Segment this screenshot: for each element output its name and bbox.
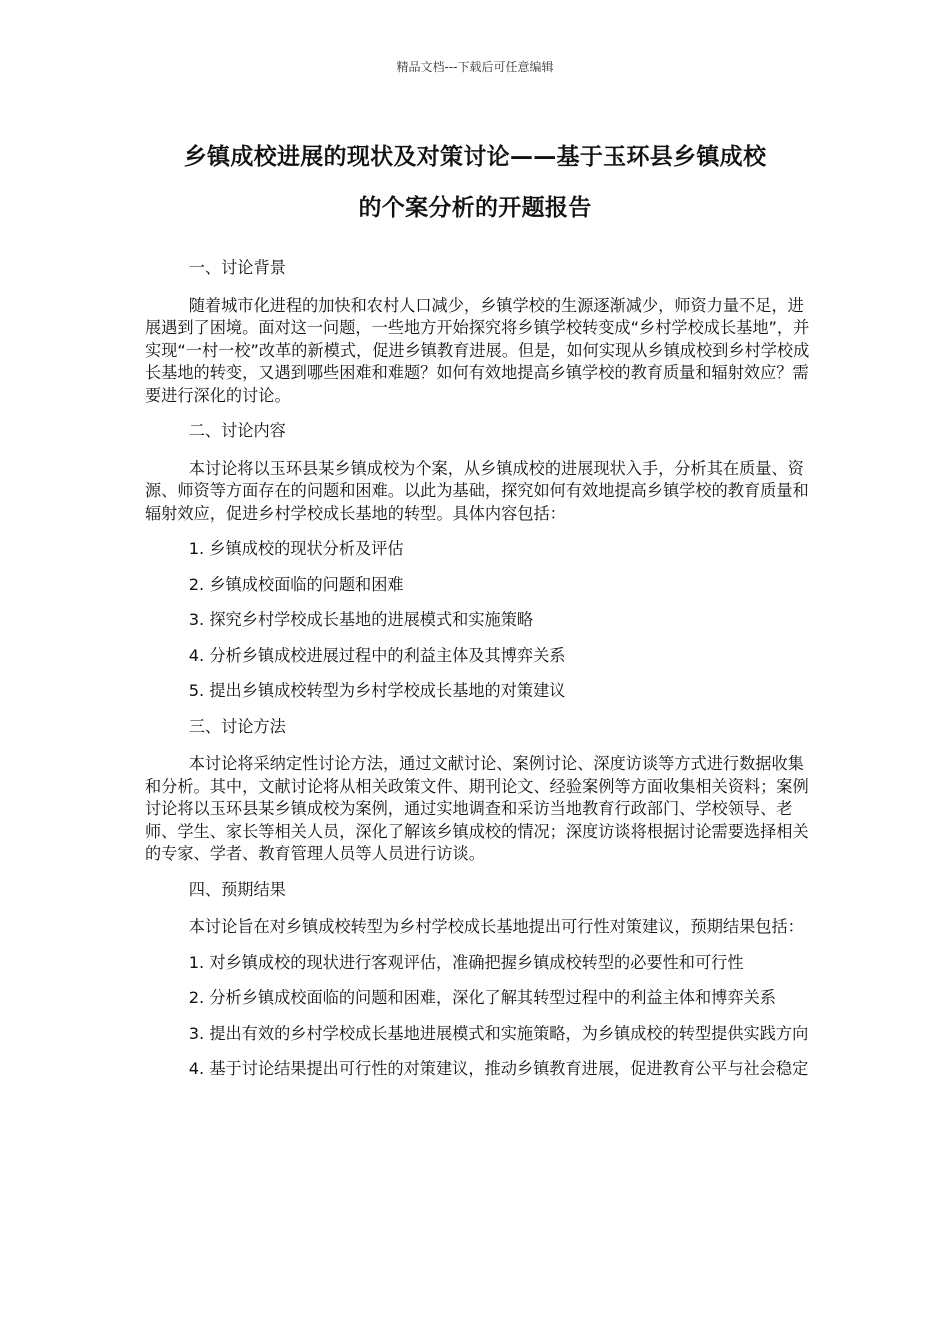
document-title-line-1: 乡镇成校进展的现状及对策讨论——基于玉环县乡镇成校	[183, 144, 767, 170]
list-item: 3. 探究乡村学校成长基地的进展模式和实施策略	[188, 610, 534, 629]
list-item: 1. 对乡镇成校的现状进行客观评估，准确把握乡镇成校转型的必要性和可行性	[188, 952, 744, 972]
list-item: 4. 分析乡镇成校进展过程中的利益主体及其博弈关系	[188, 645, 566, 665]
list-item: 5. 提出乡镇成校转型为乡村学校成长基地的对策建议	[188, 681, 566, 700]
paragraph-background: 随着城市化进程的加快和农村人口减少，乡镇学校的生源逐渐减少，师资力量不足，进展遇到了困境。面对这一问题，一些地方开始探究将乡镇学校转变成“乡村学校成长基地”，并实现“一村一校”改革的新模式，促进乡镇教育进展。但是，如何实现从乡镇成校到乡村学校成长基地的转变，又遇到哪些困难和难题？如何有效地提高乡镇学校的教育质量和辐射效应？需要进行深化的讨论。	[145, 295, 810, 405]
document-title-line-2: 的个案分析的开题报告	[358, 195, 592, 221]
section-heading-content: 二、讨论内容	[188, 421, 286, 440]
document-body	[145, 257, 810, 1081]
list-item: 3. 提出有效的乡村学校成长基地进展模式和实施策略，为乡镇成校的转型提供实践方向	[188, 1023, 809, 1043]
list-item: 1. 乡镇成校的现状分析及评估	[188, 539, 404, 558]
section-heading-expected-results: 四、预期结果	[188, 879, 286, 899]
paragraph-method: 本讨论将采纳定性讨论方法，通过文献讨论、案例讨论、深度访谈等方式进行数据收集和分析。其中，文献讨论将从相关政策文件、期刊论文、经验案例等方面收集相关资料；案例讨论将以玉环县某乡镇成校为案例，通过实地调查和采访当地教育行政部门、学校领导、老师、学生、家长等相关人员，深化了解该乡镇成校的情况；深度访谈将根据讨论需要选择相关的专家、学者、教育管理人员等人员进行访谈。	[145, 754, 809, 863]
list-item: 2. 分析乡镇成校面临的问题和困难，深化了解其转型过程中的利益主体和博弈关系	[188, 988, 776, 1007]
list-item: 4. 基于讨论结果提出可行性的对策建议，推动乡镇教育进展，促进教育公平与社会稳定	[188, 1059, 809, 1078]
list-item: 2. 乡镇成校面临的问题和困难	[188, 574, 404, 594]
section-heading-background: 一、讨论背景	[188, 258, 286, 277]
page-header: 精品文档---下载后可任意编辑	[396, 60, 554, 74]
section-heading-method: 三、讨论方法	[188, 716, 286, 736]
paragraph-content: 本讨论将以玉环县某乡镇成校为个案，从乡镇成校的进展现状入手，分析其在质量、资源、师资等方面存在的问题和困难。以此为基础，探究如何有效地提高乡镇学校的教育质量和辐射效应，促进乡村学校成长基地的转型。具体内容包括：	[145, 458, 809, 523]
paragraph-expected-results: 本讨论旨在对乡镇成校转型为乡村学校成长基地提出可行性对策建议，预期结果包括：	[188, 917, 804, 936]
